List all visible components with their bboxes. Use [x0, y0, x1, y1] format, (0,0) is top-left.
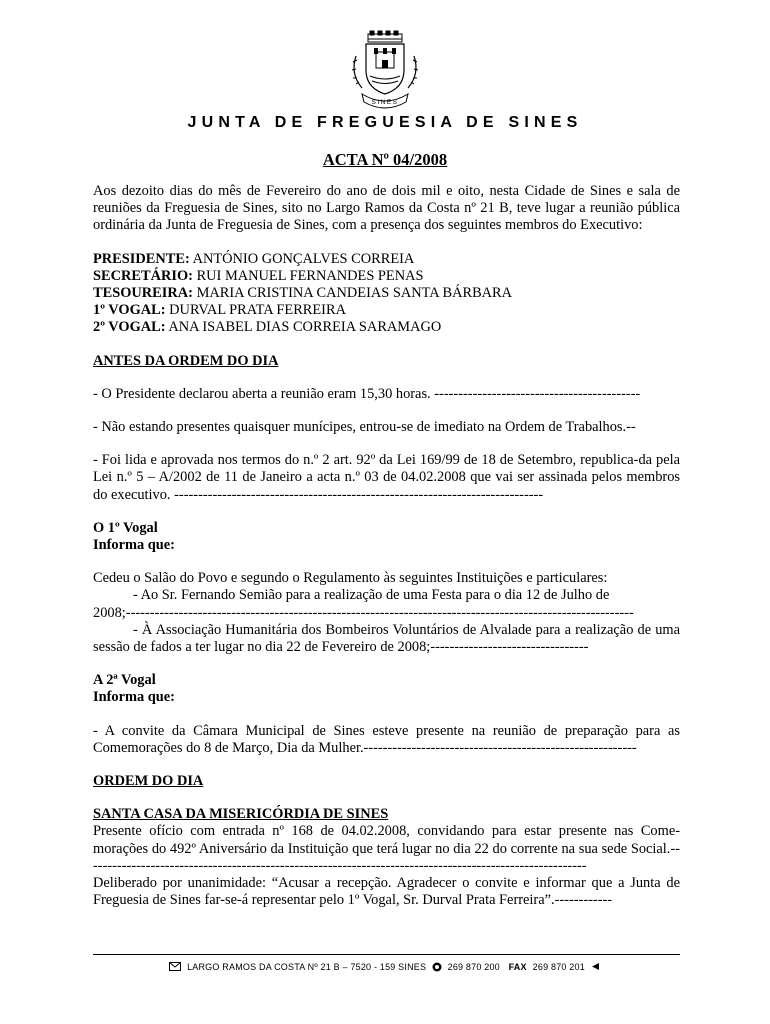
vogal2-paragraph: - A convite da Câmara Municipal de Sines esteve presente na reunião de preparação para as Comemorações do 8 de Março, Dia da Mulher.---------------------------------------------------------: [93, 722, 680, 756]
member-row: [93, 251, 680, 268]
vogal1-item-1: - Ao Sr. Fernando Semião para a realização de uma Festa para o dia 12 de Julho de: [133, 587, 610, 604]
member-row: [93, 319, 680, 336]
footer-divider: [93, 954, 680, 955]
phone-icon: [432, 962, 442, 972]
member-name: ANTÓNIO GONÇALVES CORREIA: [189, 250, 415, 267]
member-role: PRESIDENTE:: [93, 250, 190, 267]
municipal-crest-icon: [340, 30, 430, 110]
member-role: TESOUREIRA:: [93, 285, 193, 302]
antes-paragraph-3: - Foi lida e aprovada nos termos do n.º 2 art. 92º da Lei 169/99 de 18 de Setembro, republica-da pela Lei n.º 5 – A/2002 de 11 de Janeiro a acta n.º 03 de 04.02.2008 que vai ser assinada pelos membros do executivo. -----------------------------------------------------------------------------: [93, 452, 680, 503]
vogal1-item-2: - À Associação Humanitária dos Bombeiros Voluntários de Alvalade para a realização de uma sessão de fados a ter lugar no dia 22 de Fevereiro de 2008;---------------------------------: [93, 621, 680, 656]
vogal1-heading: O 1º Vogal: [93, 519, 158, 536]
member-row: [93, 285, 680, 302]
member-name: ANA ISABEL DIAS CORREIA SARAMAGO: [165, 319, 442, 336]
member-role: 1º VOGAL:: [93, 302, 166, 319]
member-role: SECRETÁRIO:: [93, 267, 193, 284]
member-name: DURVAL PRATA FERREIRA: [165, 302, 346, 319]
footer-address: LARGO RAMOS DA COSTA Nº 21 B – 7520 - 159 SINES: [187, 961, 427, 972]
org-name: JUNTA DE FREGUESIA DE SINES: [187, 114, 583, 131]
document-title: ACTA Nº 04/2008: [322, 150, 448, 169]
section-heading-antes: ANTES DA ORDEM DO DIA: [93, 352, 279, 369]
ordem-paragraph: Presente ofício com entrada nº 168 de 04.02.2008, convidando para estar presente nas Come-morações do 492º Aniversário da Instituição que terá lugar no dia 22 do corrente na sua sede Social.---------------------------------------------------------------------------------------------------------: [93, 823, 680, 874]
members-list: [93, 251, 680, 337]
section-heading-ordem: ORDEM DO DIA: [93, 773, 204, 790]
antes-paragraph-2: - Não estando presentes quaisquer munícipes, entrou-se de imediato na Ordem de Trabalhos.--: [93, 419, 636, 436]
ordem-decision: Deliberado por unanimidade: “Acusar a recepção. Agradecer o convite e informar que a Junta de Freguesia de Sines far-se-á representar pelo 1º Vogal, Sr. Durval Prata Ferreira”.------------: [93, 875, 680, 909]
ordem-subheading: SANTA CASA DA MISERICÓRDIA DE SINES: [93, 806, 389, 823]
vogal1-item-1-tail: 2008;----------------------------------------------------------------------------------------------------------: [93, 604, 634, 621]
intro-paragraph: Aos dezoito dias do mês de Fevereiro do ano de dois mil e oito, nesta Cidade de Sines e sala de reuniões da Freguesia de Sines, sito no Largo Ramos da Costa nº 21 B, teve lugar a reunião pública ordinária da Junta de Freguesia de Sines, com a presença dos seguintes membros do Executivo:: [93, 183, 680, 234]
footer-phone: 269 870 200: [447, 961, 500, 972]
member-role: 2º VOGAL:: [93, 319, 166, 336]
crest-ribbon-text: SINES: [371, 99, 399, 106]
member-name: RUI MANUEL FERNANDES PENAS: [192, 267, 424, 284]
footer: [0, 961, 770, 972]
member-row: [93, 302, 680, 319]
vogal2-heading: A 2ª Vogal: [93, 672, 156, 689]
antes-paragraph-1: - O Presidente declarou aberta a reunião eram 15,30 horas. -------------------------------------------: [93, 385, 641, 402]
vogal1-subheading: Informa que:: [93, 537, 175, 554]
footer-fax-label: FAX: [508, 961, 527, 972]
document-body: [93, 183, 680, 910]
footer-fax: 269 870 201: [532, 961, 585, 972]
member-row: [93, 268, 680, 285]
vogal1-lead: Cedeu o Salão do Povo e segundo o Regulamento às seguintes Instituições e particulares:: [93, 570, 608, 587]
envelope-icon: [169, 962, 181, 971]
member-name: MARIA CRISTINA CANDEIAS SANTA BÁRBARA: [192, 285, 513, 302]
fax-arrow-icon: [591, 962, 601, 971]
vogal2-subheading: Informa que:: [93, 689, 175, 706]
